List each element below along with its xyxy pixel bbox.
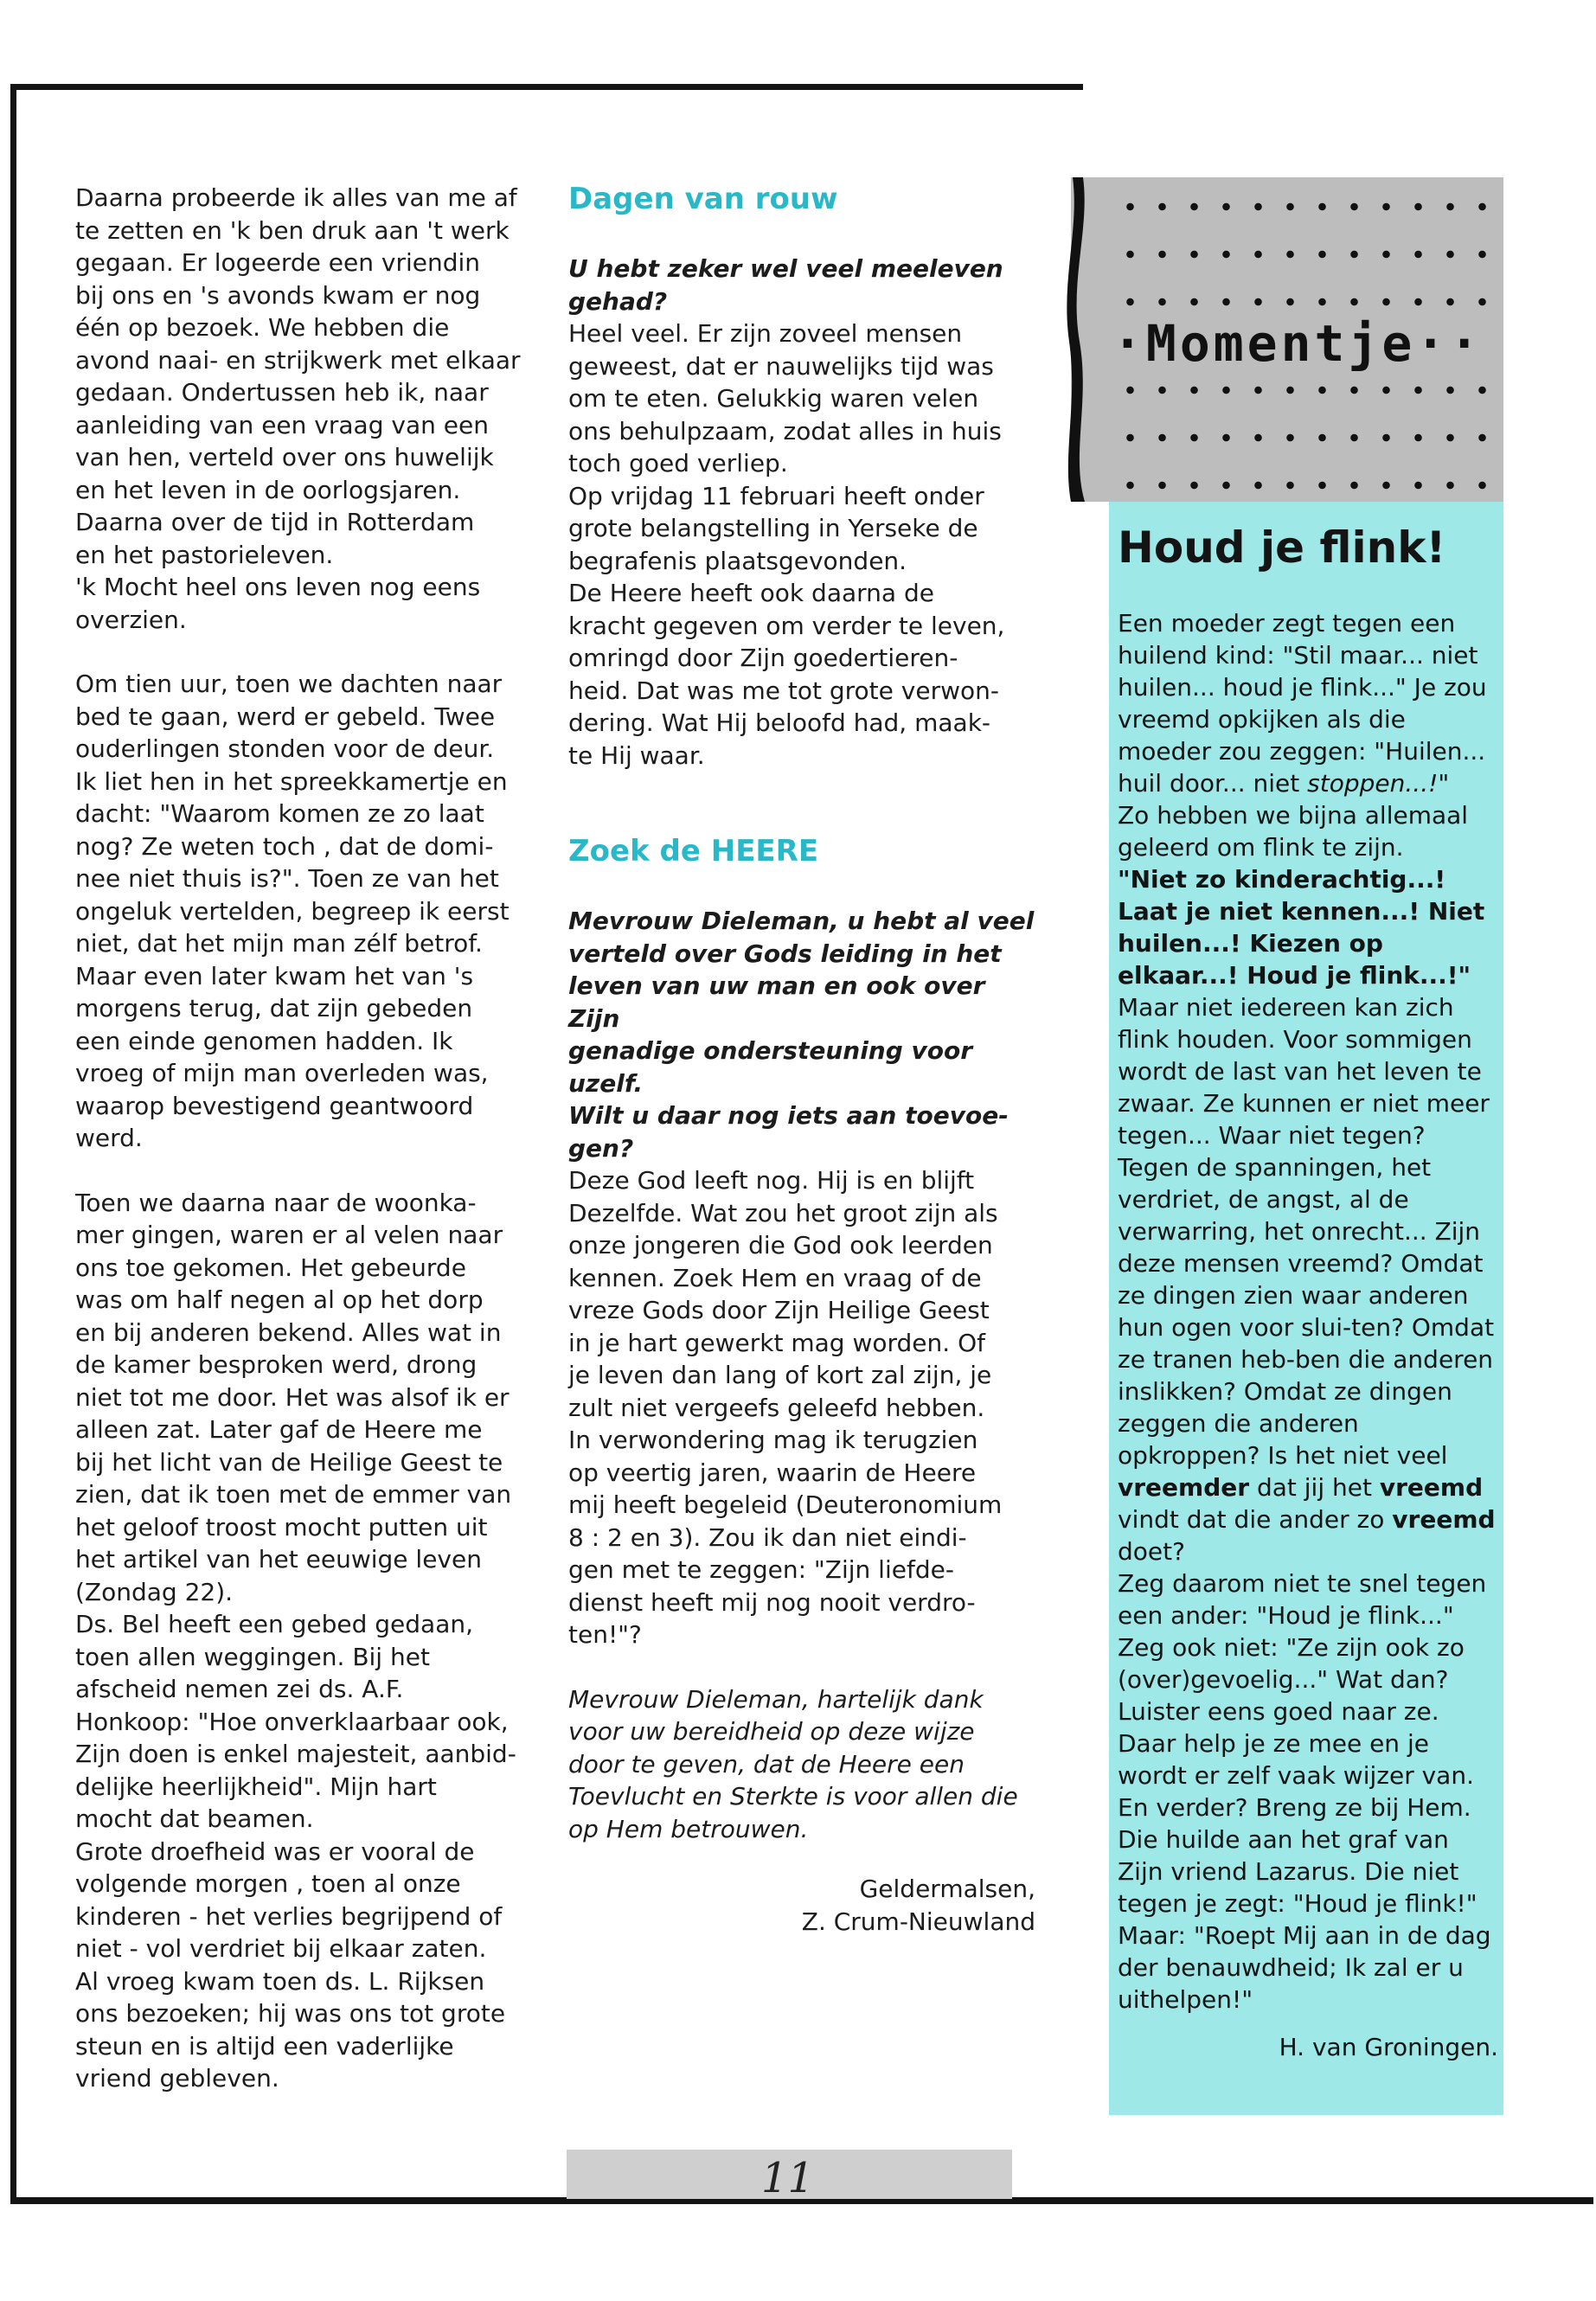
dot-row-decoration: [1114, 249, 1499, 260]
momentje-badge: [1071, 177, 1503, 502]
top-border-rule: [10, 84, 1083, 90]
body-paragraph: Daarna probeerde ik alles van me af te zetten en 'k ben druk aan 't werk gegaan. Er logeerde een vriendin bij ons en 's avonds kwam er nog één op bezoek. We hebben die avond naai- en strijkwerk met elkaar gedaan. Ondertussen heb ik, naar aanleiding van een vraag van een van hen, verteld over ons huwelijk en het leven in de oorlogsjaren. Daarna over de tijd in Rotterdam en het pastorieleven. 'k Mocht heel ons leven nog eens overzien.: [75, 183, 521, 634]
sidebar-text-fragment: doet?: [1118, 1537, 1185, 1566]
sidebar-bold-quote: "Niet zo kinderachtig...! Laat je niet kennen...! Niet huilen...! Kiezen op elkaar...! Houd je flink...!": [1118, 865, 1485, 990]
sidebar-paragraph: Een moeder zegt tegen een huilend kind: "Stil maar... niet huilen... houd je flink..." Je zou vreemd opkijken als die moeder zou zeggen: "Huilen... huil door... niet: [1118, 609, 1487, 798]
sidebar-italic-text: stoppen...!": [1307, 769, 1450, 798]
emphasis-word: vreemd: [1392, 1505, 1496, 1534]
sidebar-text: [1118, 607, 1498, 2063]
left-border-rule: [10, 84, 16, 2203]
sidebar-paragraph: Zo hebben we bijna allemaal geleerd om flink te zijn.: [1118, 801, 1469, 862]
sidebar-signature: H. van Groningen.: [1279, 2033, 1498, 2061]
sidebar-paragraph: Zeg daarom niet te snel tegen een ander: "Houd je flink..." Zeg ook niet: "Ze zijn ook zo (over)gevoelig..." Wat dan? Luister eens goed naar ze. Daar help je ze mee en je wordt er zelf vaak wijzer van. En verder? Breng ze bij Hem. Die huilde aan het graf van Zijn vriend Lazarus. Die niet tegen je zegt: "Houd je flink!" Maar: "Roept Mij aan in de dag der benauwdheid; Ik zal er u uithelpen!": [1118, 1569, 1491, 2014]
dot-row-decoration: [1114, 297, 1499, 307]
body-paragraph: Toen we daarna naar de woonka- mer gingen, waren er al velen naar ons toe gekomen. Het gebeurde was om half negen al op het dorp en bij anderen bekend. Alles wat in de kamer besproken werd, drong niet tot me door. Het was alsof ik er alleen zat. Later gaf de Heere me bij het licht van de Heilige Geest te zien, dat ik toen met de emmer van het geloof troost mocht putten uit het artikel van het eeuwige leven (Zondag 22). Ds. Bel heeft een gebed gedaan, toen allen weggingen. Bij het afscheid nemen zei ds. A.F. Honkoop: "Hoe onverklaarbaar ook, Zijn doen is enkel majesteit, aanbid- delijke heerlijkheid". Mijn hart mocht dat beamen. Grote droefheid was er vooral de volgende morgen , toen al onze kinderen - het verlies begrijpend of niet - vol verdriet bij elkaar zaten. Al vroeg kwam toen ds. L. Rijksen ons bezoeken; hij was ons tot grote steun en is altijd een vaderlijke vriend gebleven.: [75, 1188, 516, 2093]
dot-row-decoration: [1114, 433, 1499, 443]
swoosh-decoration: [1064, 177, 1099, 502]
section-heading-zoek-de-heere: Zoek de HEERE: [568, 834, 819, 868]
column-left: [75, 182, 542, 2095]
interview-question: U hebt zeker wel veel meeleven gehad?: [568, 254, 1003, 316]
dot-row-decoration: [1114, 480, 1499, 490]
page-number: 11: [761, 2154, 815, 2202]
emphasis-word: vreemder: [1118, 1473, 1250, 1502]
dot-row-decoration: [1114, 385, 1499, 395]
momentje-title: ·Momentje··: [1112, 314, 1484, 373]
section-heading-dagen-van-rouw: Dagen van rouw: [568, 182, 838, 216]
interview-answer: Deze God leeft nog. Hij is en blijft Dezelfde. Wat zou het groot zijn als onze jongeren die God ook leerden kennen. Zoek Hem en vraag of de vreze Gods door Zijn Heilige Geest in je hart gewerkt mag worden. Of je leven dan lang of kort zal zijn, je zult niet vergeefs geleefd hebben. In verwondering mag ik terugzien op veertig jaren, waarin de Heere mij heeft begeleid (Deuteronomium 8 : 2 en 3). Zou ik dan niet eindi- gen met te zeggen: "Zijn liefde- dienst heeft mij nog nooit verdro- ten!"?: [568, 1166, 1003, 1649]
emphasis-word: vreemd: [1379, 1473, 1484, 1502]
sidebar-paragraph: Maar niet iedereen kan zich flink houden. Voor sommigen wordt de last van het leven te zwaar. Ze kunnen er niet meer tegen... Waar niet tegen? Tegen de spanningen, het verdriet, de angst, al de verwarring, het onrecht... Zijn deze mensen vreemd? Omdat ze dingen zien waar anderen hun ogen voor slui-ten? Omdat ze tranen heb-ben die anderen inslikken? Omdat ze dingen zeggen die anderen opkroppen? Is het niet veel: [1118, 993, 1495, 1470]
body-paragraph: Om tien uur, toen we dachten naar bed te gaan, werd er gebeld. Twee ouderlingen stonden voor de deur. Ik liet hen in het spreekkamertje en dacht: "Waarom komen ze zo laat nog? Ze weten toch , dat de domi- nee niet thuis is?". Toen ze van het ongeluk vertelden, begreep ik eerst niet, dat het mijn man zélf betrof. Maar even later kwam het van 's morgens terug, dat zijn gebeden een einde genomen hadden. Ik vroeg of mijn man overleden was, waarop bevestigend geantwoord werd.: [75, 670, 510, 1152]
closing-thanks: Mevrouw Dieleman, hartelijk dank voor uw bereidheid op deze wijze door te geven, dat de Heere een Toevlucht en Sterkte is voor allen die op Hem betrouwen.: [568, 1684, 1018, 1843]
interview-answer: Heel veel. Er zijn zoveel mensen geweest, dat er nauwelijks tijd was om te eten. Gelukkig waren velen ons behulpzaam, zodat alles in huis toch goed verliep. Op vrijdag 11 februari heeft onder grote belangstelling in Yerseke de begrafenis plaatsgevonden. De Heere heeft ook daarna de kracht gegeven om verder te leven, omringd door Zijn goedertieren- heid. Dat was me tot grote verwon- dering. Wat Hij beloofd had, maak- te Hij waar.: [568, 319, 1005, 770]
interview-question: Mevrouw Dieleman, u hebt al veel verteld over Gods leiding in het leven van uw man en ook over Zijn genadige ondersteuning voor uzelf. Wilt u daar nog iets aan toevoe- gen?: [568, 907, 1035, 1163]
signature-place: Geldermalsen,: [859, 1875, 1035, 1903]
column-middle: [568, 182, 1035, 1938]
sidebar-title: Houd je flink!: [1118, 522, 1446, 573]
signature-author: Z. Crum-Nieuwland: [801, 1907, 1035, 1936]
sidebar-text-fragment: dat jij het: [1256, 1473, 1372, 1502]
sidebar-text-fragment: vindt dat die ander zo: [1118, 1505, 1385, 1534]
dot-row-decoration: [1114, 202, 1499, 212]
